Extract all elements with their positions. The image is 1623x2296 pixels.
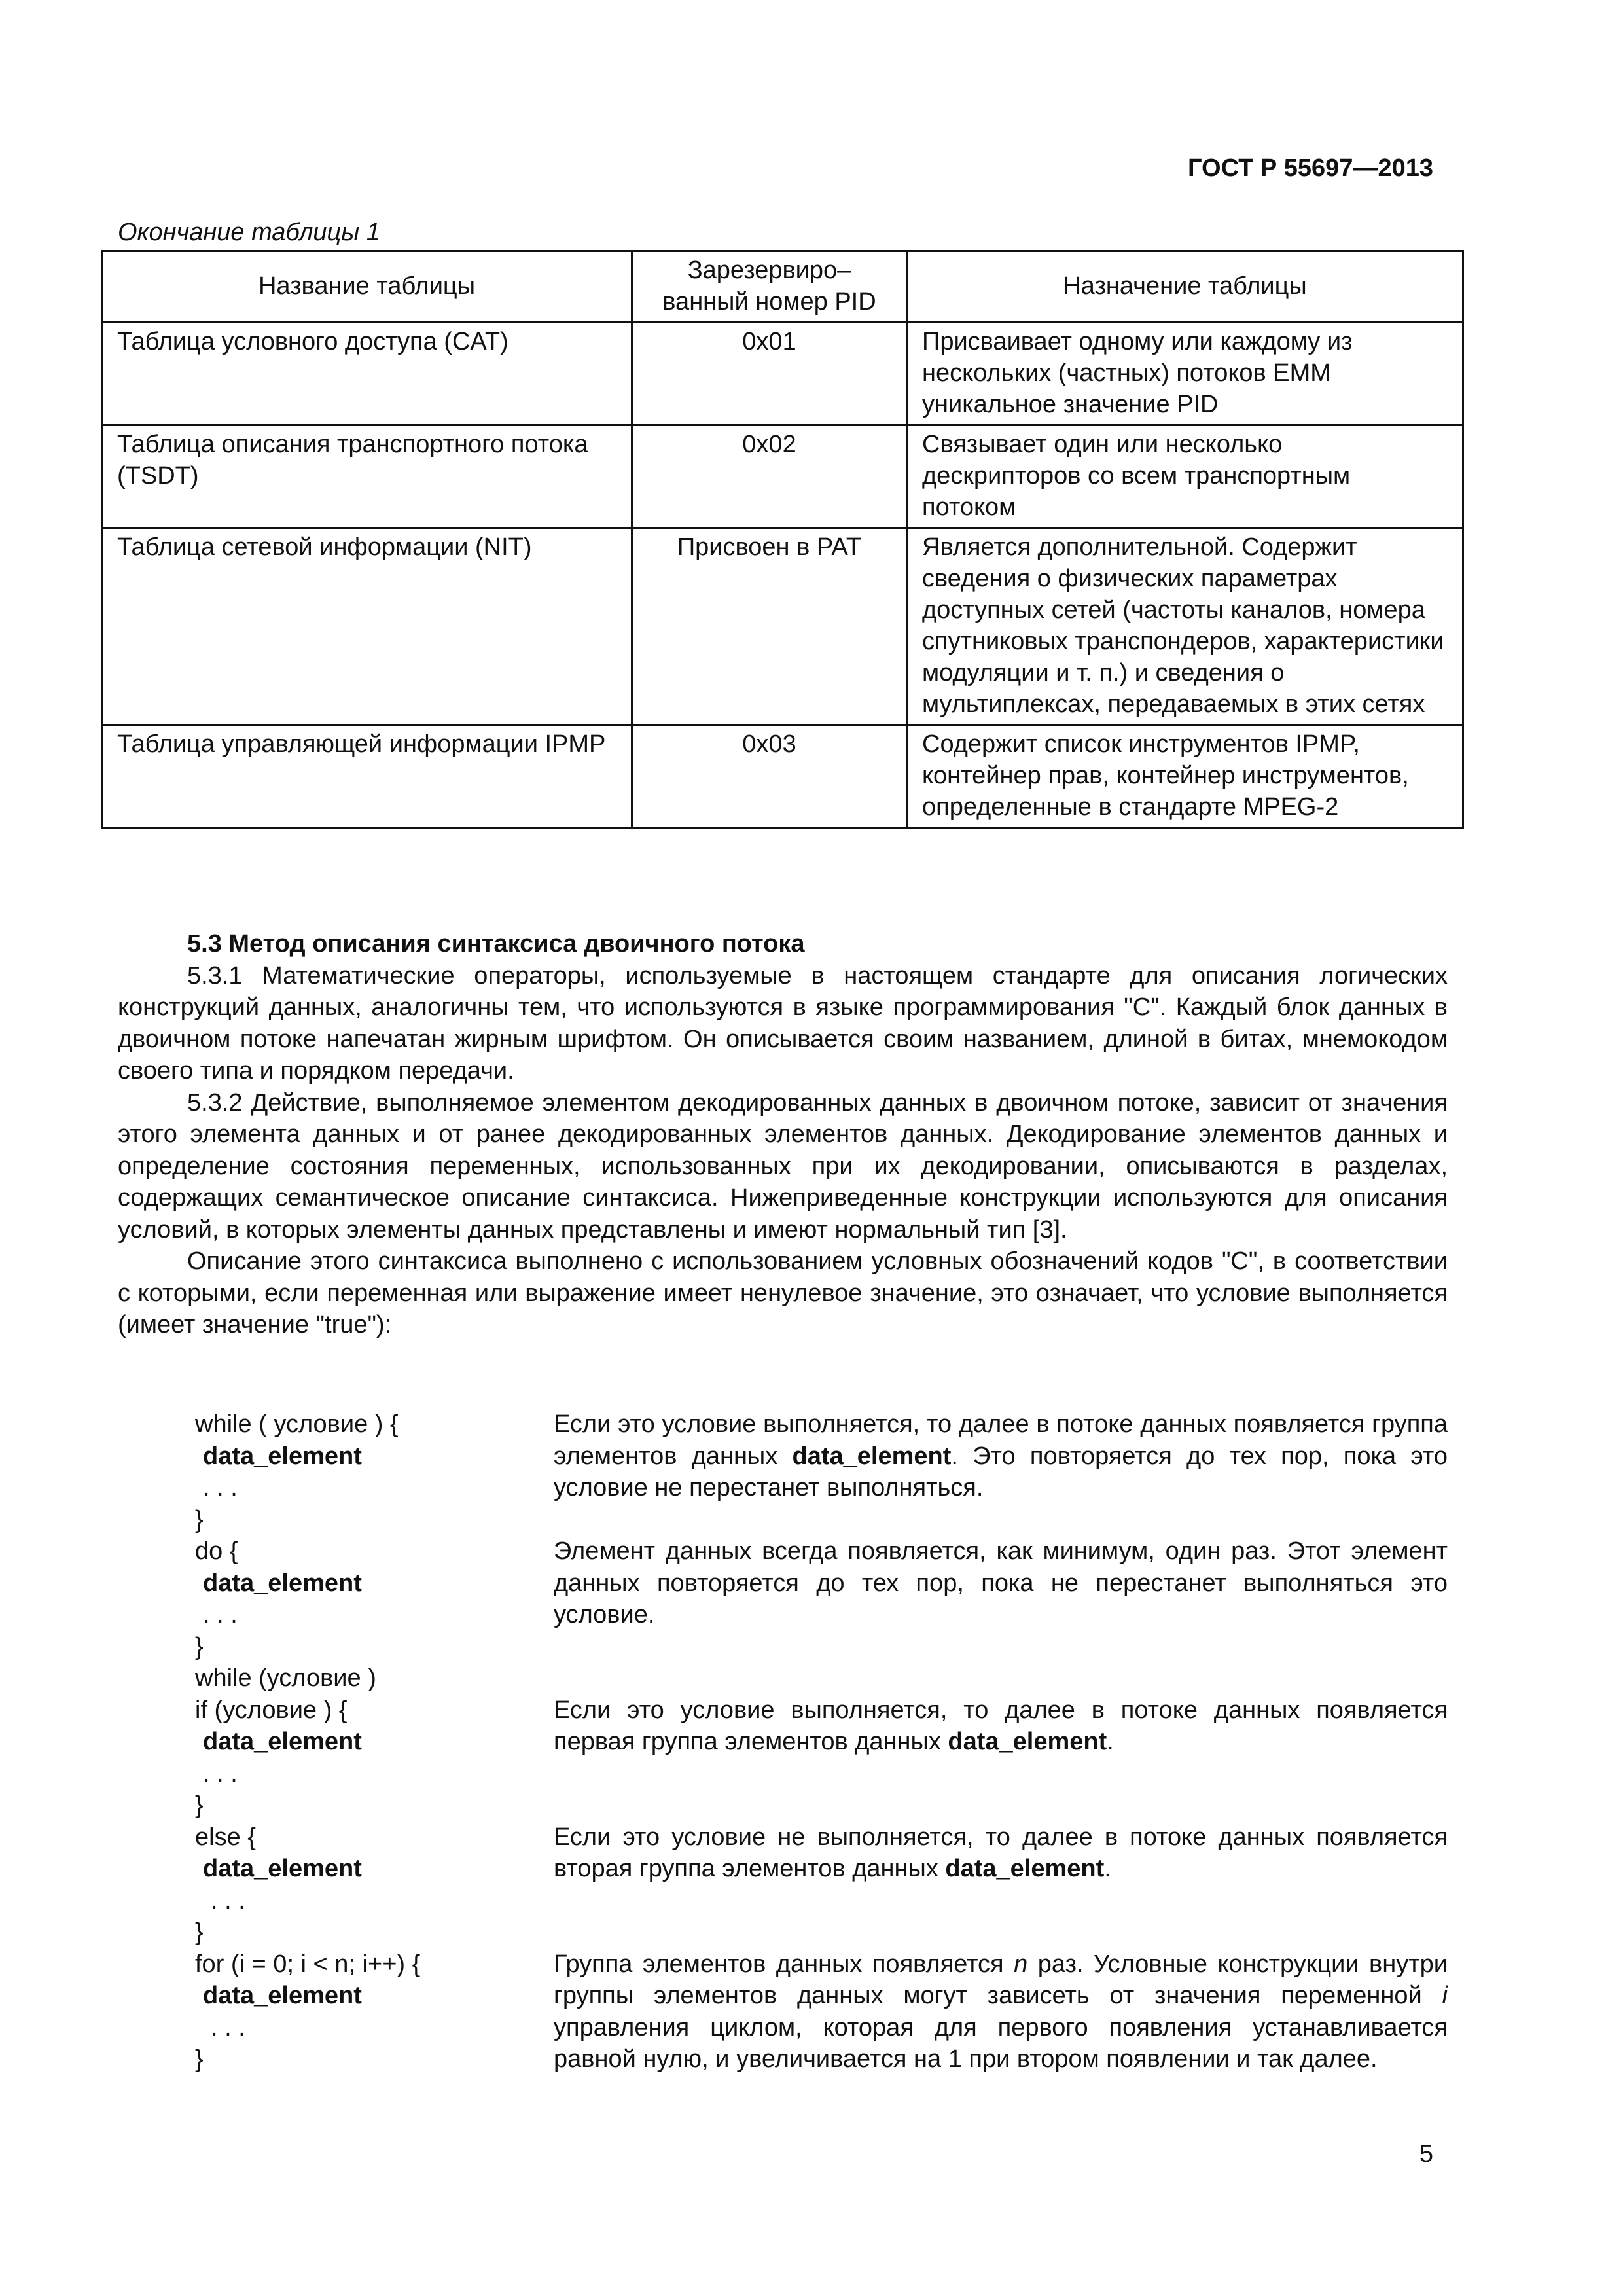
code-line: } [195, 1791, 204, 1819]
for-description [554, 1948, 1448, 2075]
for-code [195, 1948, 554, 2075]
code-line: data_element [203, 1442, 362, 1470]
column-header-name: Название таблицы [102, 251, 632, 323]
description-text: управления циклом, которая для первого появления устанавливается равной нулю, и увеличивается на 1 при втором появлении и так далее. [554, 2013, 1448, 2073]
code-line: while ( условие ) { [195, 1410, 399, 1438]
description-bold-term: data_element [948, 1728, 1107, 1755]
code-line: do { [195, 1537, 238, 1565]
code-line: . . . [203, 1759, 238, 1787]
code-line: data_element [203, 1855, 362, 1882]
code-line: } [195, 1918, 204, 1946]
else-description [554, 1821, 1448, 1948]
description-text: . [1104, 1855, 1111, 1882]
else-code [195, 1821, 554, 1948]
table-row [102, 725, 1463, 828]
table-name-cell: Таблица управляющей информации IPMP [102, 725, 632, 828]
document-designation: ГОСТ Р 55697—2013 [1188, 154, 1433, 182]
description-bold-term: data_element [945, 1855, 1105, 1882]
pid-table [101, 250, 1464, 829]
code-line: . . . [203, 1474, 238, 1501]
code-line: for (i = 0; i < n; i++) { [195, 1950, 421, 1978]
table-purpose-cell: Присваивает одному или каждому из нескольких (частных) потоков EMM уникальное значение PID [907, 323, 1463, 425]
table-row [102, 528, 1463, 725]
table-pid-cell: 0x01 [632, 323, 907, 425]
table-row [102, 323, 1463, 425]
table-caption: Окончание таблицы 1 [118, 219, 380, 246]
table-pid-cell: 0x02 [632, 425, 907, 528]
paragraph-syntax-intro: Описание этого синтаксиса выполнено с использованием условных обозначений кодов "C", в соответствии с которыми, если переменная или выражение имеет ненулевое значение, это означает, что условие выполняется (имеет значение "true"): [118, 1247, 1448, 1338]
column-header-pid-line2: ванный номер PID [662, 288, 876, 315]
code-line: . . . [211, 1886, 245, 1914]
description-text: . Это повторяется до тех пор, пока это условие не перестанет выполняться. [554, 1442, 1448, 1501]
code-line: while (условие ) [195, 1664, 376, 1692]
code-line: } [195, 1632, 204, 1660]
section-heading: 5.3 Метод описания синтаксиса двоичного потока [187, 930, 805, 958]
code-line: } [195, 2045, 204, 2073]
description-text: раз. Условные конструкции внутри группы элементов данных могут зависеть от значения переменной [554, 1950, 1448, 2009]
description-bold-term: data_element [792, 1442, 952, 1470]
code-line: } [195, 1505, 204, 1534]
while-code [195, 1408, 554, 1535]
table-pid-cell: 0x03 [632, 725, 907, 828]
table-purpose-cell: Содержит список инструментов IPMP, контейнер прав, контейнер инструментов, определенные в стандарте MPEG-2 [907, 725, 1463, 828]
do-while-code [195, 1535, 554, 1695]
table-purpose-cell: Связывает один или несколько дескрипторов со всем транспортным потоком [907, 425, 1463, 528]
description-text: Если это условие выполняется, то далее в потоке данных появляется группа элементов данных [554, 1410, 1448, 1470]
table-header-row [102, 251, 1463, 323]
code-line: data_element [203, 1728, 362, 1755]
table-name-cell: Таблица условного доступа (CAT) [102, 323, 632, 425]
table-pid-cell: Присвоен в PAT [632, 528, 907, 725]
description-italic-var: i [1442, 1982, 1448, 2009]
description-text: Если это условие выполняется, то далее в потоке данных появляется первая группа элементов данных [554, 1696, 1448, 1755]
column-header-pid-line1: Зарезервиро– [687, 257, 851, 284]
else-construct [195, 1821, 1448, 1948]
table-row [102, 425, 1463, 528]
description-text: Если это условие не выполняется, то далее в потоке данных появляется вторая группа элементов данных [554, 1823, 1448, 1882]
while-construct [195, 1408, 1448, 1535]
if-code [195, 1695, 554, 1821]
table-purpose-cell: Является дополнительной. Содержит сведения о физических параметрах доступных сетей (частоты каналов, номера спутниковых транспондеров, характеристики модуляции и т. п.) и сведения о мультиплексах, передаваемых в этих сетях [907, 528, 1463, 725]
column-header-pid [632, 251, 907, 323]
page-number: 5 [1419, 2140, 1433, 2168]
syntax-constructs [195, 1408, 1448, 2075]
column-header-purpose: Назначение таблицы [907, 251, 1463, 323]
for-construct [195, 1948, 1448, 2075]
code-line: data_element [203, 1982, 362, 2009]
do-while-description: Элемент данных всегда появляется, как минимум, один раз. Этот элемент данных повторяется до тех пор, пока не перестанет выполняться это условие. [554, 1537, 1448, 1628]
code-line: data_element [203, 1569, 362, 1597]
code-line: . . . [211, 2013, 245, 2041]
code-line: if (условие ) { [195, 1696, 348, 1724]
paragraph-5-3-1: 5.3.1 Математические операторы, используемые в настоящем стандарте для описания логических конструкций данных, аналогичны тем, что используются в языке программирования "C". Каждый блок данных в двоичном потоке напечатан жирным шрифтом. Он описывается своим названием, длиной в битах, мнемокодом своего типа и порядком передачи. [118, 961, 1448, 1085]
do-while-construct [195, 1535, 1448, 1695]
description-text: Группа элементов данных появляется [554, 1950, 1014, 1978]
code-line: . . . [203, 1601, 238, 1628]
table-name-cell: Таблица описания транспортного потока (TSDT) [102, 425, 632, 528]
while-description [554, 1408, 1448, 1535]
if-description [554, 1695, 1448, 1821]
paragraph-5-3-2: 5.3.2 Действие, выполняемое элементом декодированных данных в двоичном потоке, зависит от значения этого элемента данных и от ранее декодированных элементов данных. Декодирование элементов данных и определение состояния переменных, использованных при их декодировании, описываются в разделах, содержащих семантическое описание синтаксиса. Нижеприведенные конструкции используются для описания условий, в которых элементы данных представлены и имеют нормальный тип [3]. [118, 1088, 1448, 1244]
code-line: else { [195, 1823, 256, 1851]
section-body [118, 928, 1448, 1341]
description-text: . [1107, 1728, 1114, 1755]
if-construct [195, 1695, 1448, 1821]
description-italic-var: n [1014, 1950, 1028, 1978]
table-name-cell: Таблица сетевой информации (NIT) [102, 528, 632, 725]
